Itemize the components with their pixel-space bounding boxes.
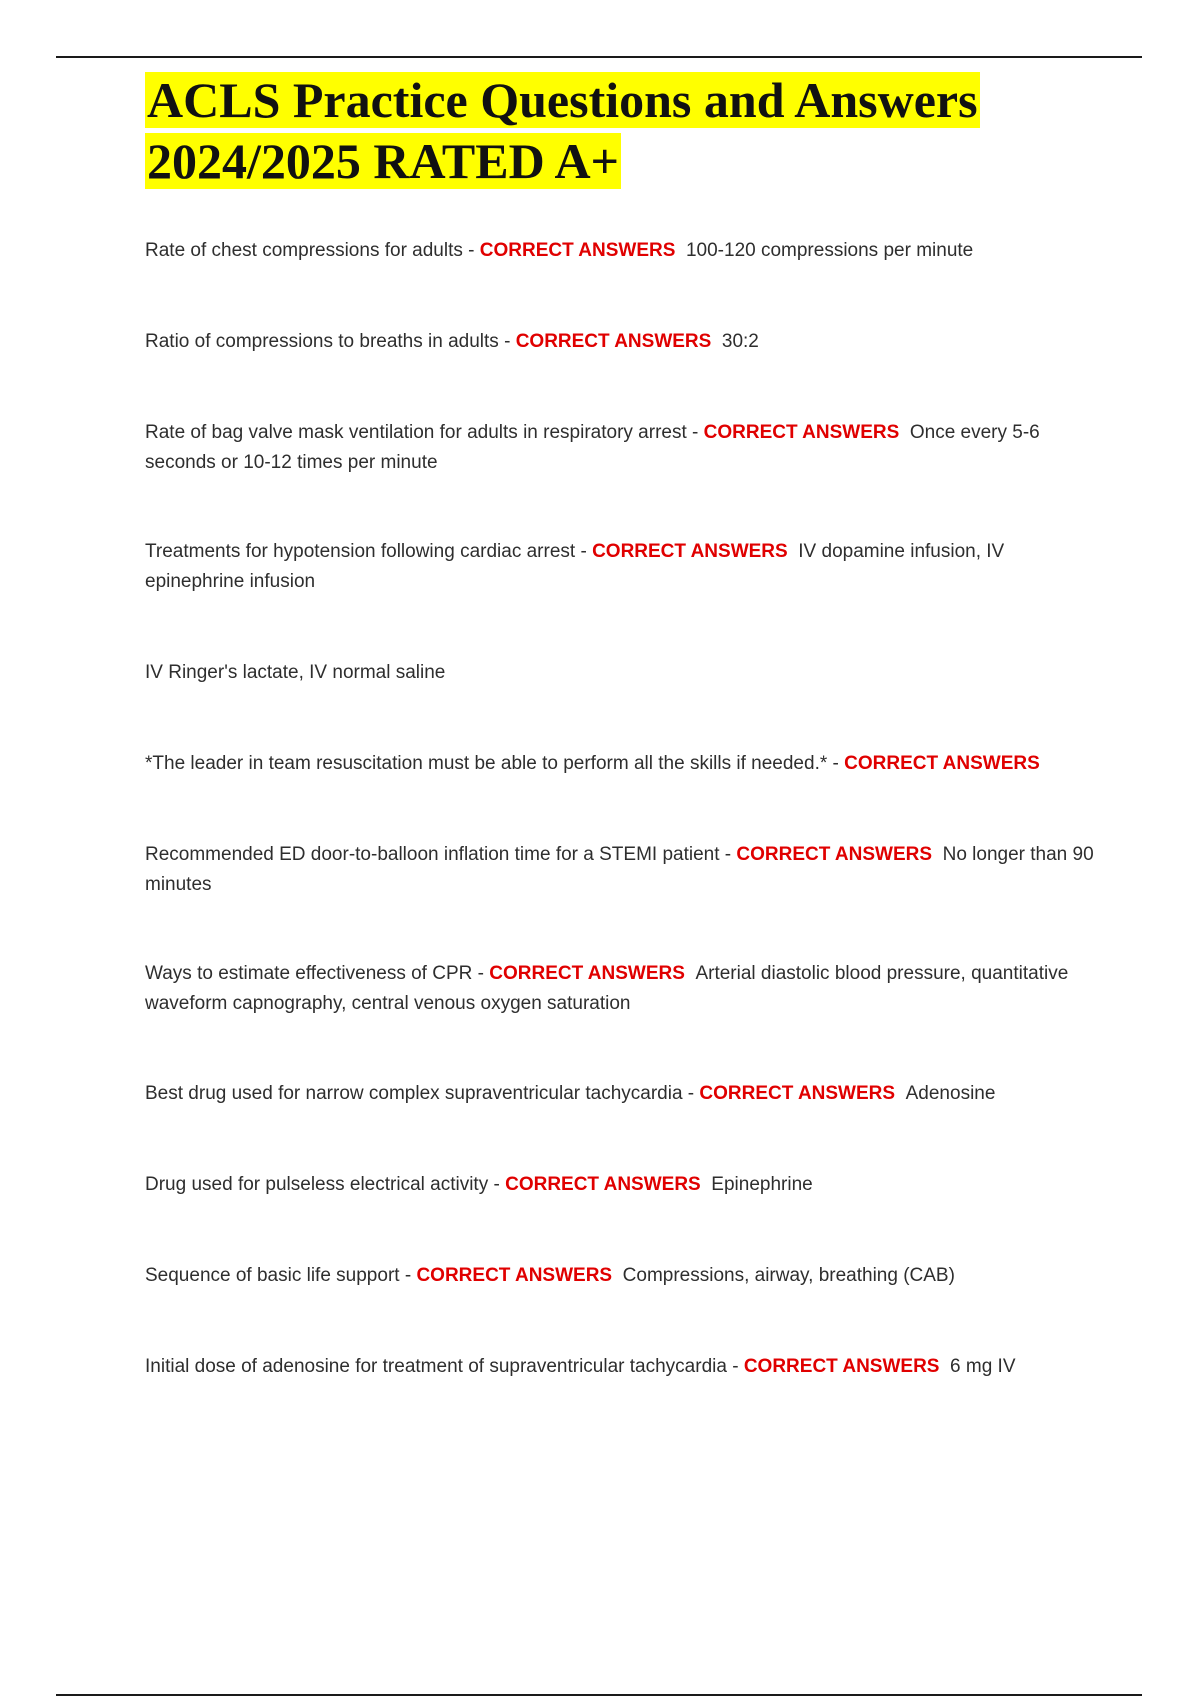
answer-tag: CORRECT ANSWERS [592, 541, 788, 562]
qa-item [145, 1352, 1105, 1382]
qa-item [145, 840, 1105, 900]
qa-item [145, 537, 1105, 597]
question: Best drug used for narrow complex supraventricular tachycardia [145, 1083, 683, 1104]
qa-item [145, 1261, 1105, 1291]
question: Drug used for pulseless electrical activity [145, 1174, 489, 1195]
answer: Compressions, airway, breathing (CAB) [622, 1265, 955, 1286]
answer: 30:2 [721, 331, 759, 352]
answer-tag: CORRECT ANSWERS [743, 1356, 940, 1377]
top-rule [56, 56, 1142, 58]
document-title [145, 70, 1105, 192]
question: Recommended ED door-to-balloon inflation time for a STEMI patient [145, 844, 720, 865]
answer-tag: CORRECT ANSWERS [489, 963, 685, 984]
bottom-rule [56, 1694, 1142, 1696]
answer-tag: CORRECT ANSWERS [515, 331, 712, 352]
separator: - [827, 753, 845, 774]
separator: - [719, 844, 737, 865]
qa-item [145, 327, 1105, 357]
separator: - [498, 331, 516, 352]
answer: Once every 5-6 seconds or 10-12 times per minute [145, 422, 1040, 473]
separator: - [726, 1356, 744, 1377]
answer-tag: CORRECT ANSWERS [416, 1265, 613, 1286]
answer: 100-120 compressions per minute [685, 240, 974, 261]
answer: IV Ringer's lactate, IV normal saline [145, 662, 446, 683]
title-line-1: ACLS Practice Questions and Answers [147, 72, 978, 128]
answer-tag: CORRECT ANSWERS [844, 753, 1040, 774]
separator: - [462, 240, 480, 261]
answer: Arterial diastolic blood pressure, quantitative waveform capnography, central venous oxygen saturation [145, 963, 1069, 1014]
question: Rate of chest compressions for adults [145, 240, 463, 261]
question: Initial dose of adenosine for treatment of supraventricular tachycardia [145, 1356, 727, 1377]
answer: 6 mg IV [950, 1356, 1016, 1377]
question: Ways to estimate effectiveness of CPR [145, 963, 473, 984]
qa-item [145, 749, 1105, 779]
separator: - [575, 541, 593, 562]
question: Ratio of compressions to breaths in adults [145, 331, 499, 352]
document-page [145, 70, 1105, 1377]
qa-item [145, 418, 1105, 478]
answer: No longer than 90 minutes [145, 844, 1094, 895]
separator: - [686, 422, 704, 443]
separator: - [682, 1083, 700, 1104]
answer-tag: CORRECT ANSWERS [505, 1174, 701, 1195]
separator: - [488, 1174, 506, 1195]
answer: IV dopamine infusion, IV epinephrine infusion [145, 541, 1005, 592]
qa-item [145, 658, 1105, 688]
qa-item [145, 1079, 1105, 1109]
title-line-2: 2024/2025 RATED A+ [147, 133, 620, 189]
question: Rate of bag valve mask ventilation for adults in respiratory arrest [145, 422, 687, 443]
qa-item [145, 959, 1105, 1019]
answer-tag: CORRECT ANSWERS [699, 1083, 896, 1104]
separator: - [472, 963, 490, 984]
qa-item [145, 1170, 1105, 1200]
answer-tag: CORRECT ANSWERS [736, 844, 933, 865]
answer-tag: CORRECT ANSWERS [703, 422, 900, 443]
answer-tag: CORRECT ANSWERS [479, 240, 676, 261]
answer: Adenosine [905, 1083, 996, 1104]
answer: Epinephrine [711, 1174, 813, 1195]
separator: - [399, 1265, 417, 1286]
question: *The leader in team resuscitation must be able to perform all the skills if needed.* [145, 753, 828, 774]
question: Sequence of basic life support [145, 1265, 400, 1286]
question: Treatments for hypotension following cardiac arrest [145, 541, 576, 562]
qa-item [145, 236, 1105, 266]
